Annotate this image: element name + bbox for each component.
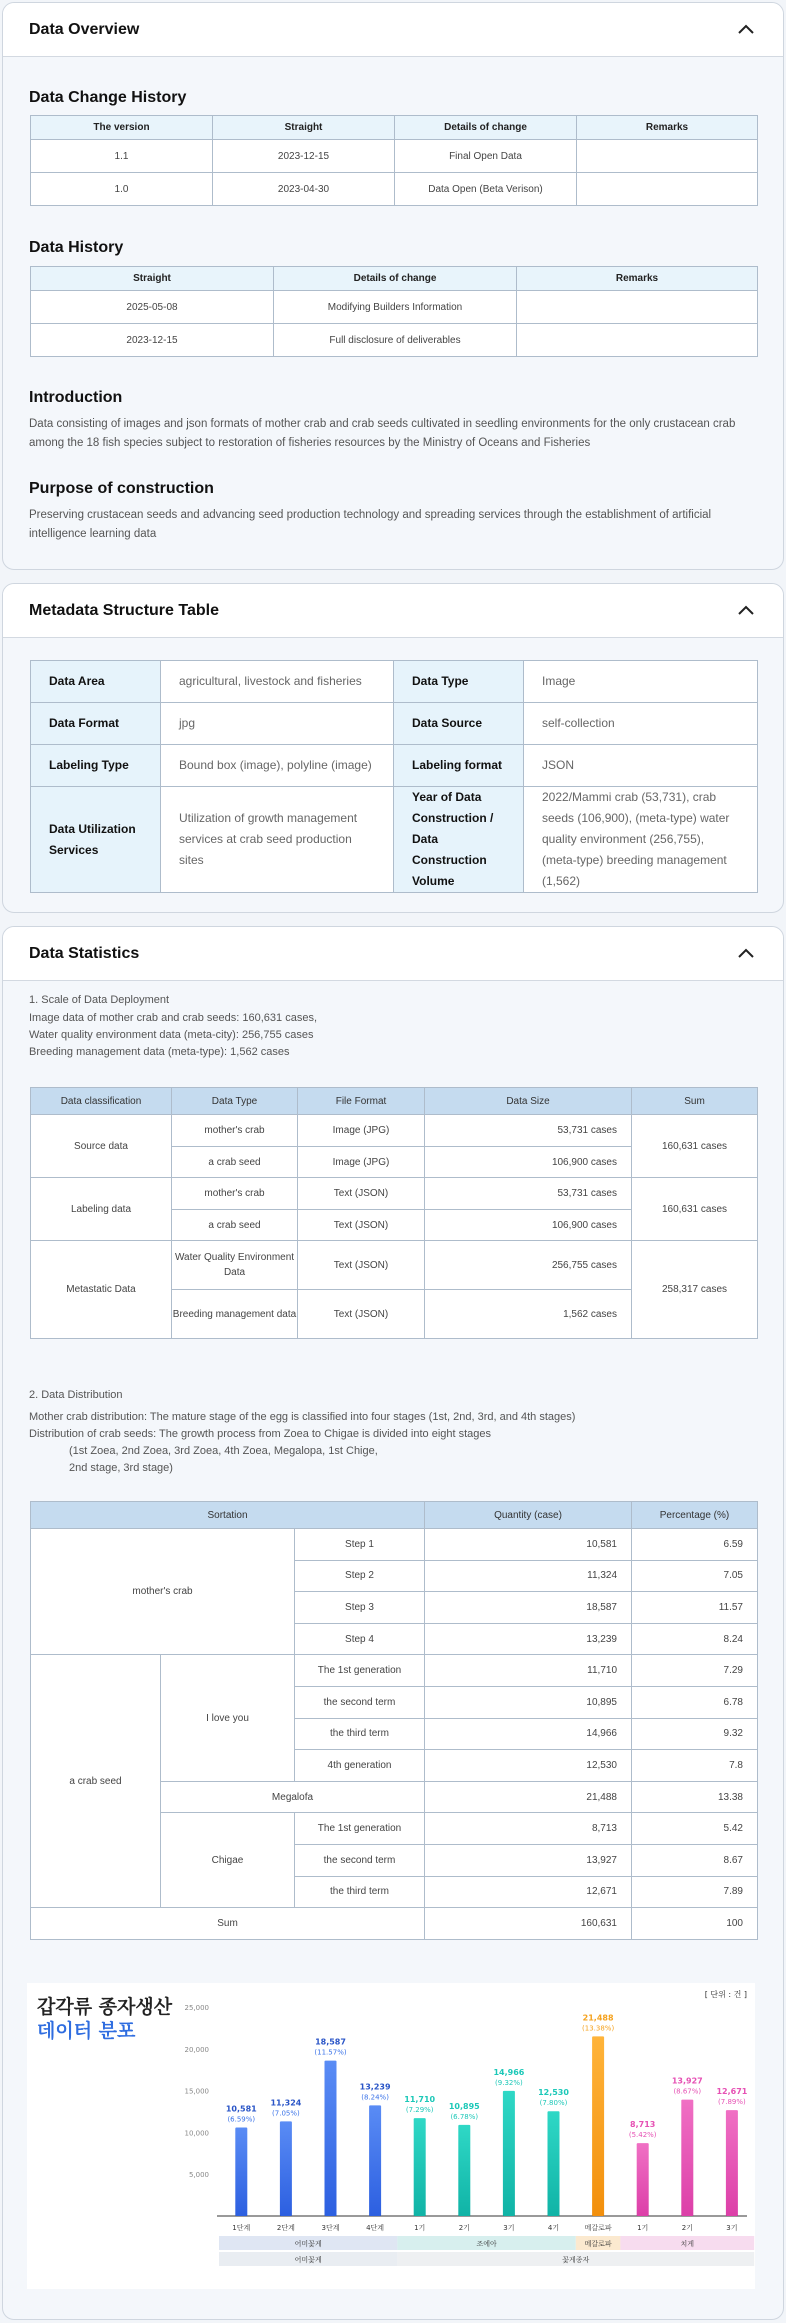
cell: Sum [31, 1908, 425, 1940]
bar-value-label: 12,671 [716, 2087, 748, 2097]
data-statistics-title: Data Statistics [29, 944, 140, 962]
table-row [31, 1115, 758, 1147]
cell: Text (JSON) [298, 1290, 425, 1339]
x-tick-label: 4단계 [366, 2224, 385, 2232]
y-tick-label: 10,000 [184, 2129, 209, 2138]
bar [414, 2118, 426, 2216]
distribution-chart [27, 1983, 755, 2289]
table-row [31, 1655, 758, 1687]
y-tick-label: 15,000 [184, 2087, 209, 2096]
cell: Image (JPG) [298, 1147, 425, 1178]
meta-key: Labeling Type [31, 745, 161, 787]
cell: 7.89 [632, 1876, 758, 1908]
bar-percent-label: (9.32%) [495, 2078, 523, 2087]
col-header: Remarks [577, 116, 758, 140]
bar-value-label: 13,927 [671, 2076, 703, 2086]
cell: 8,713 [425, 1813, 632, 1845]
cell: Modifying Builders Information [274, 291, 517, 324]
x-tick-label: 1기 [637, 2224, 649, 2232]
chart-title-2: 데이터 분포 [37, 2020, 136, 2042]
bar [325, 2061, 337, 2216]
cell: 6.59 [632, 1529, 758, 1561]
cell: 4th generation [295, 1750, 425, 1782]
cell: 9.32 [632, 1718, 758, 1750]
x-tick-label: 1단계 [232, 2224, 251, 2232]
table-row [31, 745, 758, 787]
bar [637, 2143, 649, 2216]
cell: Image (JPG) [298, 1115, 425, 1147]
cell: the third term [295, 1718, 425, 1750]
cell: Water Quality Environment Data [172, 1241, 298, 1290]
meta-key: Data Type [394, 661, 524, 703]
super-group-label: 꽃게종자 [562, 2256, 590, 2264]
col-header: Details of change [395, 116, 577, 140]
bar-value-label: 18,587 [315, 2037, 346, 2047]
cell: 100 [632, 1908, 758, 1940]
cell: 1.0 [31, 173, 213, 206]
bar [458, 2125, 470, 2216]
distribution-line: Distribution of crab seeds: The growth process from Zoea to Chigae is divided into eight stages [29, 1428, 492, 1440]
cell: 12,671 [425, 1876, 632, 1908]
table-row [31, 1529, 758, 1561]
bar [280, 2121, 292, 2216]
cell: 106,900 cases [425, 1210, 632, 1241]
table-row [31, 140, 758, 173]
cell: 14,966 [425, 1718, 632, 1750]
cell: 10,895 [425, 1686, 632, 1718]
metadata-header[interactable] [3, 584, 783, 638]
col-header: Remarks [517, 267, 758, 291]
introduction-text: Data consisting of images and json formats of mother crab and crab seeds cultivated in seedling environments for the only crustacean crab among the 18 fish species subject to restoration of fisheries resources by the Ministry of Oceans and Fisheries [29, 418, 736, 449]
cell: 12,530 [425, 1750, 632, 1782]
table-row [31, 291, 758, 324]
bar-percent-label: (7.89%) [718, 2098, 746, 2107]
scale-line: Image data of mother crab and crab seeds: 160,631 cases, [29, 1012, 318, 1024]
bar-value-label: 11,710 [404, 2095, 436, 2105]
introduction-title: Introduction [29, 389, 123, 406]
purpose-title: Purpose of construction [29, 480, 214, 497]
table-row [31, 173, 758, 206]
bar [235, 2128, 247, 2216]
cell: 13,239 [425, 1623, 632, 1655]
cell: Source data [31, 1115, 172, 1178]
data-history-title: Data History [29, 239, 124, 256]
cell: Step 3 [295, 1592, 425, 1624]
x-tick-label: 2기 [681, 2224, 693, 2232]
bar-percent-label: (8.24%) [361, 2093, 389, 2102]
bar-percent-label: (7.29%) [405, 2106, 434, 2115]
data-overview-header[interactable] [3, 3, 783, 57]
cell: 160,631 [425, 1908, 632, 1940]
col-header: Data Type [172, 1088, 298, 1115]
meta-value: 2022/Mammi crab (53,731), crab seeds (106,900), (meta-type) water quality environment (256,755), (meta-type) breeding management (1,562) [524, 787, 758, 893]
col-header: Details of change [274, 267, 517, 291]
bar-value-label: 11,324 [270, 2098, 302, 2108]
cell: the second term [295, 1686, 425, 1718]
cell: 8.24 [632, 1623, 758, 1655]
cell: Chigae [161, 1813, 295, 1908]
table-row [31, 661, 758, 703]
change-history-table [30, 115, 758, 206]
chart-svg [27, 1983, 755, 2289]
change-history-title: Data Change History [29, 89, 187, 106]
y-tick-label: 20,000 [184, 2045, 209, 2054]
x-tick-label: 3기 [726, 2224, 738, 2232]
meta-key: Year of Data Construction / Data Construction Volume [394, 787, 524, 893]
group-label: 메갈로파 [584, 2240, 612, 2248]
cell: a crab seed [172, 1210, 298, 1241]
chevron-up-icon[interactable] [735, 600, 757, 622]
meta-key: Labeling format [394, 745, 524, 787]
meta-value: agricultural, livestock and fisheries [161, 661, 394, 703]
distribution-line: 2nd stage, 3rd stage) [69, 1462, 173, 1474]
meta-value: Image [524, 661, 758, 703]
cell [517, 291, 758, 324]
cell: a crab seed [172, 1147, 298, 1178]
cell: 13,927 [425, 1844, 632, 1876]
meta-value: Utilization of growth management services at crab seed production sites [161, 787, 394, 893]
metadata-panel [2, 583, 784, 913]
deployment-table [30, 1087, 758, 1339]
bar-percent-label: (7.05%) [272, 2109, 300, 2118]
data-overview-title: Data Overview [29, 20, 140, 38]
cell: Labeling data [31, 1178, 172, 1241]
distribution-title: 2. Data Distribution [29, 1389, 123, 1401]
bar [592, 2036, 604, 2216]
cell: 18,587 [425, 1592, 632, 1624]
col-header: Sum [632, 1088, 758, 1115]
x-tick-label: 2기 [458, 2224, 470, 2232]
distribution-line: (1st Zoea, 2nd Zoea, 3rd Zoea, 4th Zoea, Megalopa, 1st Chige, [69, 1445, 378, 1457]
cell: 21,488 [425, 1781, 632, 1813]
cell: 11,324 [425, 1560, 632, 1592]
col-header: Data classification [31, 1088, 172, 1115]
bar-value-label: 10,895 [448, 2101, 480, 2111]
cell: 160,631 cases [632, 1115, 758, 1178]
chevron-up-icon[interactable] [735, 943, 757, 965]
bar-value-label: 13,239 [359, 2082, 391, 2092]
chevron-up-icon[interactable] [735, 19, 757, 41]
bar-percent-label: (6.78%) [450, 2112, 479, 2121]
meta-key: Data Source [394, 703, 524, 745]
table-row [31, 787, 758, 893]
scale-line: Breeding management data (meta-type): 1,562 cases [29, 1046, 290, 1058]
cell: 160,631 cases [632, 1178, 758, 1241]
bar-value-label: 21,488 [582, 2013, 614, 2023]
cell: Metastatic Data [31, 1241, 172, 1339]
col-header: Percentage (%) [632, 1502, 758, 1529]
bar [369, 2105, 381, 2216]
cell: The 1st generation [295, 1813, 425, 1845]
cell: 7.05 [632, 1560, 758, 1592]
cell: a crab seed [31, 1655, 161, 1908]
cell: 13.38 [632, 1781, 758, 1813]
cell: 8.67 [632, 1844, 758, 1876]
cell: The 1st generation [295, 1655, 425, 1687]
y-tick-label: 5,000 [188, 2171, 209, 2180]
y-tick-label: 25,000 [184, 2004, 209, 2012]
cell: 2023-12-15 [213, 140, 395, 173]
cell: 53,731 cases [425, 1178, 632, 1210]
meta-value: Bound box (image), polyline (image) [161, 745, 394, 787]
group-label: 어미꽃게 [294, 2256, 322, 2264]
bar-percent-label: (11.57%) [314, 2048, 347, 2057]
cell: 256,755 cases [425, 1241, 632, 1290]
cell: Step 2 [295, 1560, 425, 1592]
col-header: Straight [213, 116, 395, 140]
data-history-table [30, 266, 758, 357]
bar-percent-label: (5.42%) [628, 2131, 657, 2140]
chart-unit: [ 단위 : 건 ] [704, 1990, 747, 1999]
cell: Text (JSON) [298, 1241, 425, 1290]
bar [503, 2091, 515, 2216]
bar-percent-label: (13.38%) [582, 2024, 615, 2033]
cell: 2023-12-15 [31, 324, 274, 357]
x-tick-label: 3단계 [321, 2224, 340, 2232]
bar [548, 2111, 560, 2216]
group-label: 조에아 [476, 2240, 497, 2248]
bar-value-label: 8,713 [630, 2120, 656, 2130]
cell: 6.78 [632, 1686, 758, 1718]
col-header: Quantity (case) [425, 1502, 632, 1529]
cell: Megalofa [161, 1781, 425, 1813]
distribution-line: Mother crab distribution: The mature stage of the egg is classified into four stages (1st, 2nd, 3rd, and 4th stages) [29, 1411, 576, 1423]
cell [517, 324, 758, 357]
cell: 11.57 [632, 1592, 758, 1624]
x-tick-label: 1기 [414, 2224, 426, 2232]
cell: 53,731 cases [425, 1115, 632, 1147]
metadata-title: Metadata Structure Table [29, 601, 219, 619]
cell: 7.29 [632, 1655, 758, 1687]
cell: mother's crab [31, 1529, 295, 1655]
meta-key: Data Area [31, 661, 161, 703]
bar-percent-label: (7.80%) [539, 2099, 568, 2108]
cell: mother's crab [172, 1178, 298, 1210]
cell: the second term [295, 1844, 425, 1876]
x-tick-label: 3기 [503, 2224, 515, 2232]
cell: 11,710 [425, 1655, 632, 1687]
distribution-table [30, 1501, 758, 1940]
bar-value-label: 12,530 [538, 2088, 569, 2098]
col-header: Sortation [31, 1502, 425, 1529]
scale-title: 1. Scale of Data Deployment [29, 994, 170, 1006]
cell: I love you [161, 1655, 295, 1781]
cell: 2025-05-08 [31, 291, 274, 324]
purpose-text: Preserving crustacean seeds and advancing seed production technology and spreading services through the establishment of artificial intelligence learning data [29, 509, 712, 540]
x-tick-label: 2단계 [276, 2224, 295, 2232]
cell: the third term [295, 1876, 425, 1908]
cell: Text (JSON) [298, 1210, 425, 1241]
col-header: Straight [31, 267, 274, 291]
bar-percent-label: (8.67%) [673, 2087, 702, 2096]
meta-value: JSON [524, 745, 758, 787]
cell: 10,581 [425, 1529, 632, 1561]
data-statistics-header[interactable] [3, 927, 783, 981]
x-tick-label: 메갈로파 [584, 2224, 612, 2232]
cell: mother's crab [172, 1115, 298, 1147]
group-label: 치게 [680, 2240, 695, 2248]
data-overview-panel [2, 2, 784, 570]
meta-key: Data Utilization Services [31, 787, 161, 893]
col-header: File Format [298, 1088, 425, 1115]
metadata-table [30, 660, 758, 893]
meta-value: jpg [161, 703, 394, 745]
cell: Full disclosure of deliverables [274, 324, 517, 357]
cell: Breeding management data [172, 1290, 298, 1339]
cell: 5.42 [632, 1813, 758, 1845]
bar-percent-label: (6.59%) [227, 2115, 256, 2124]
table-row [31, 324, 758, 357]
bar [726, 2110, 738, 2216]
col-header: Data Size [425, 1088, 632, 1115]
cell: 106,900 cases [425, 1147, 632, 1178]
scale-line: Water quality environment data (meta-city): 256,755 cases [29, 1029, 314, 1041]
chart-title: 갑각류 종자생산 [37, 1996, 173, 2018]
x-tick-label: 4기 [547, 2224, 560, 2232]
group-label: 어미꽃게 [294, 2240, 322, 2248]
meta-value: self-collection [524, 703, 758, 745]
cell: Step 4 [295, 1623, 425, 1655]
cell [577, 173, 758, 206]
table-row [31, 1241, 758, 1290]
cell: Step 1 [295, 1529, 425, 1561]
bar [681, 2100, 693, 2216]
cell: 258,317 cases [632, 1241, 758, 1339]
meta-key: Data Format [31, 703, 161, 745]
cell: 1.1 [31, 140, 213, 173]
cell: 1,562 cases [425, 1290, 632, 1339]
cell: Text (JSON) [298, 1178, 425, 1210]
cell: Data Open (Beta Verison) [395, 173, 577, 206]
bar-value-label: 10,581 [225, 2104, 257, 2114]
col-header: The version [31, 116, 213, 140]
table-row [31, 703, 758, 745]
table-row [31, 1178, 758, 1210]
cell [577, 140, 758, 173]
cell: 7.8 [632, 1750, 758, 1782]
table-row [31, 1908, 758, 1940]
bar-value-label: 14,966 [493, 2067, 525, 2077]
cell: Final Open Data [395, 140, 577, 173]
cell: 2023-04-30 [213, 173, 395, 206]
